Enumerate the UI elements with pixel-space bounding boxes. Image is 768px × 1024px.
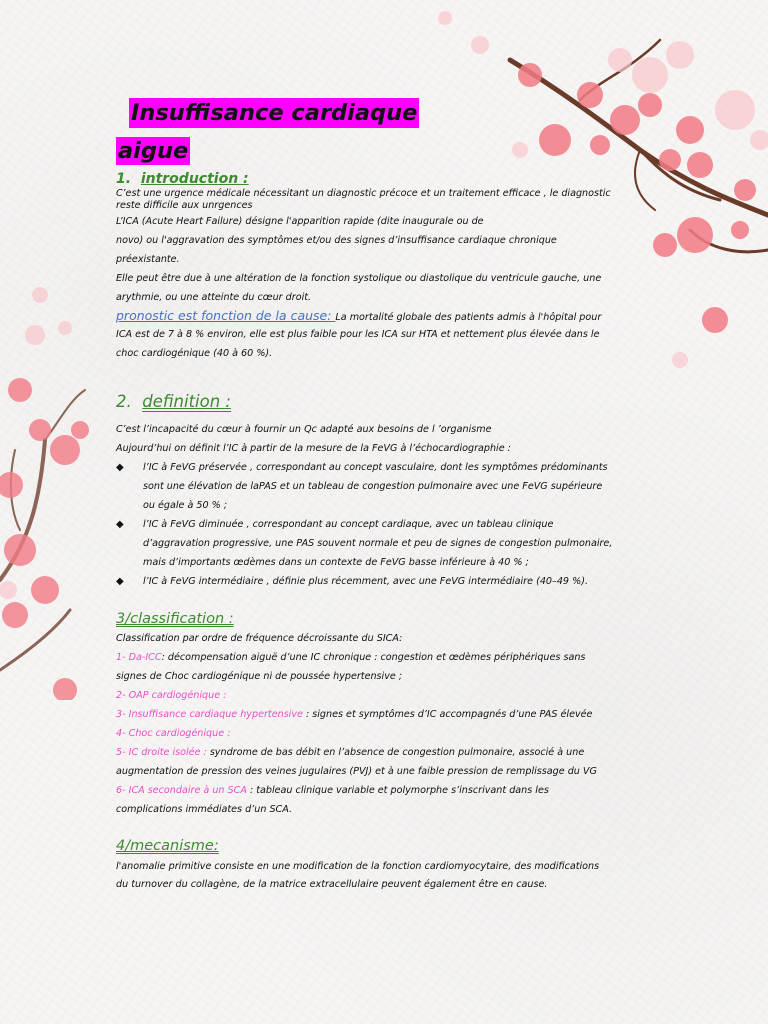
classification-text: : signes et symptômes d’IC accompagnés d’une PAS élevée	[302, 709, 593, 720]
bullet-item	[116, 458, 652, 477]
section-heading-definition	[116, 391, 231, 413]
classification-text: syndrome de bas débit en l’absence de congestion pulmonaire, associé à une	[209, 747, 585, 758]
diamond-bullet-icon: ◆	[116, 519, 124, 530]
mecanisme-line: l'anomalie primitive consiste en une modification de la fonction cardiomyocytaire, des modifications	[116, 861, 600, 872]
bullet-text: d’aggravation progressive, une PAS souvent normale et peu de signes de congestion pulmonaire,	[143, 538, 613, 549]
intro-line: choc cardiogénique (40 à 60 %).	[116, 348, 273, 359]
section-number: 2.	[116, 392, 132, 411]
definition-line: C’est l’incapacité du cœur à fournir un Qc adapté aux besoins de l ’organisme	[116, 424, 492, 435]
classification-label: 1- Da-ICC	[116, 652, 162, 663]
intro-line: reste difficile aux unrgences	[116, 200, 253, 211]
bullet-text: l’IC à FeVG intermédiaire , définie plus récemment, avec une FeVG intermédiaire (40–49 %).	[143, 576, 588, 587]
classification-line: augmentation de pression des veines jugulaires (PVJ) et à une faible pression de remplissage du VG	[116, 766, 597, 777]
bullet-text: l’IC à FeVG diminuée , correspondant au concept cardiaque, avec un tableau clinique	[143, 519, 554, 530]
intro-line: préexistante.	[116, 254, 180, 265]
bullet-text: sont une élévation de laPAS et un tableau de congestion pulmonaire avec une FeVG supérieure	[143, 481, 603, 492]
classification-label: 3- Insuffisance cardiaque hypertensive	[116, 709, 303, 720]
cherry-blossom-branch-left	[0, 280, 120, 700]
prognosis-link[interactable]: pronostic est fonction de la cause:	[116, 308, 336, 323]
classification-line: complications immédiates d’un SCA.	[116, 804, 293, 815]
classification-label: 2- OAP cardiogénique :	[116, 690, 227, 701]
diamond-bullet-icon: ◆	[116, 462, 124, 473]
section-title: 4/mecanisme:	[116, 838, 219, 854]
section-heading-mecanisme	[116, 836, 219, 856]
bullet-item	[116, 572, 652, 591]
classification-item	[116, 705, 592, 724]
classification-label: 4- Choc cardiogénique :	[116, 728, 231, 739]
classification-text: : tableau clinique variable et polymorphe s’inscrivant dans les	[246, 785, 549, 796]
intro-line: Elle peut être due à une altération de la fonction systolique ou diastolique du ventricule gauche, une	[116, 273, 602, 284]
section-number: 1.	[116, 171, 132, 187]
section-title: 3/classification :	[116, 611, 234, 627]
document-title-line2: aigue	[118, 138, 189, 164]
classification-item	[116, 781, 549, 800]
section-title: introduction :	[140, 171, 249, 187]
section-title: definition :	[142, 392, 231, 411]
classification-label: 6- ICA secondaire à un SCA	[116, 785, 247, 796]
mecanisme-line: du turnover du collagène, de la matrice extracellulaire peuvent également être en cause.	[116, 879, 548, 890]
intro-line: C’est une urgence médicale nécessitant un diagnostic précoce et un traitement efficace , le diagnostic	[116, 188, 611, 199]
bullet-text: mais d’importants œdèmes dans un contexte de FeVG basse inférieure à 40 % ;	[143, 557, 529, 568]
definition-line: Aujourd’hui on définit l’IC à partir de la mesure de la FeVG à l’échocardiographie :	[116, 443, 511, 454]
intro-line: arythmie, ou une atteinte du cœur droit.	[116, 292, 312, 303]
classification-label: 5- IC droite isolée :	[116, 747, 210, 758]
classification-line: signes de Choc cardiogénique ni de poussée hypertensive ;	[116, 671, 403, 682]
bullet-text: l’IC à FeVG préservée , correspondant au concept vasculaire, dont les symptômes prédominants	[143, 462, 608, 473]
diamond-bullet-icon: ◆	[116, 576, 124, 587]
bullet-text: ou égale à 50 % ;	[143, 500, 228, 511]
classification-item	[116, 648, 585, 667]
prognosis-line	[116, 306, 601, 327]
classification-text: : décompensation aiguë d’une IC chronique : congestion et œdèmes périphériques sans	[161, 652, 586, 663]
intro-line: ICA est de 7 à 8 % environ, elle est plus faible pour les ICA sur HTA et nettement plus élevée dans le	[116, 329, 600, 340]
section-heading-introduction	[116, 170, 249, 188]
intro-line: novo) ou l'aggravation des symptômes et/ou des signes d’insuffisance cardiaque chronique	[116, 235, 557, 246]
document-title-line1: Insuffisance cardiaque	[131, 100, 418, 126]
classification-intro: Classification par ordre de fréquence décroissante du SICA:	[116, 633, 403, 644]
prognosis-text: La mortalité globale des patients admis à l'hôpital pour	[335, 312, 602, 323]
classification-item	[116, 743, 584, 762]
section-heading-classification	[116, 609, 234, 629]
intro-line: L’ICA (Acute Heart Failure) désigne l'apparition rapide (dite inaugurale ou de	[116, 216, 484, 227]
bullet-item	[116, 515, 652, 534]
